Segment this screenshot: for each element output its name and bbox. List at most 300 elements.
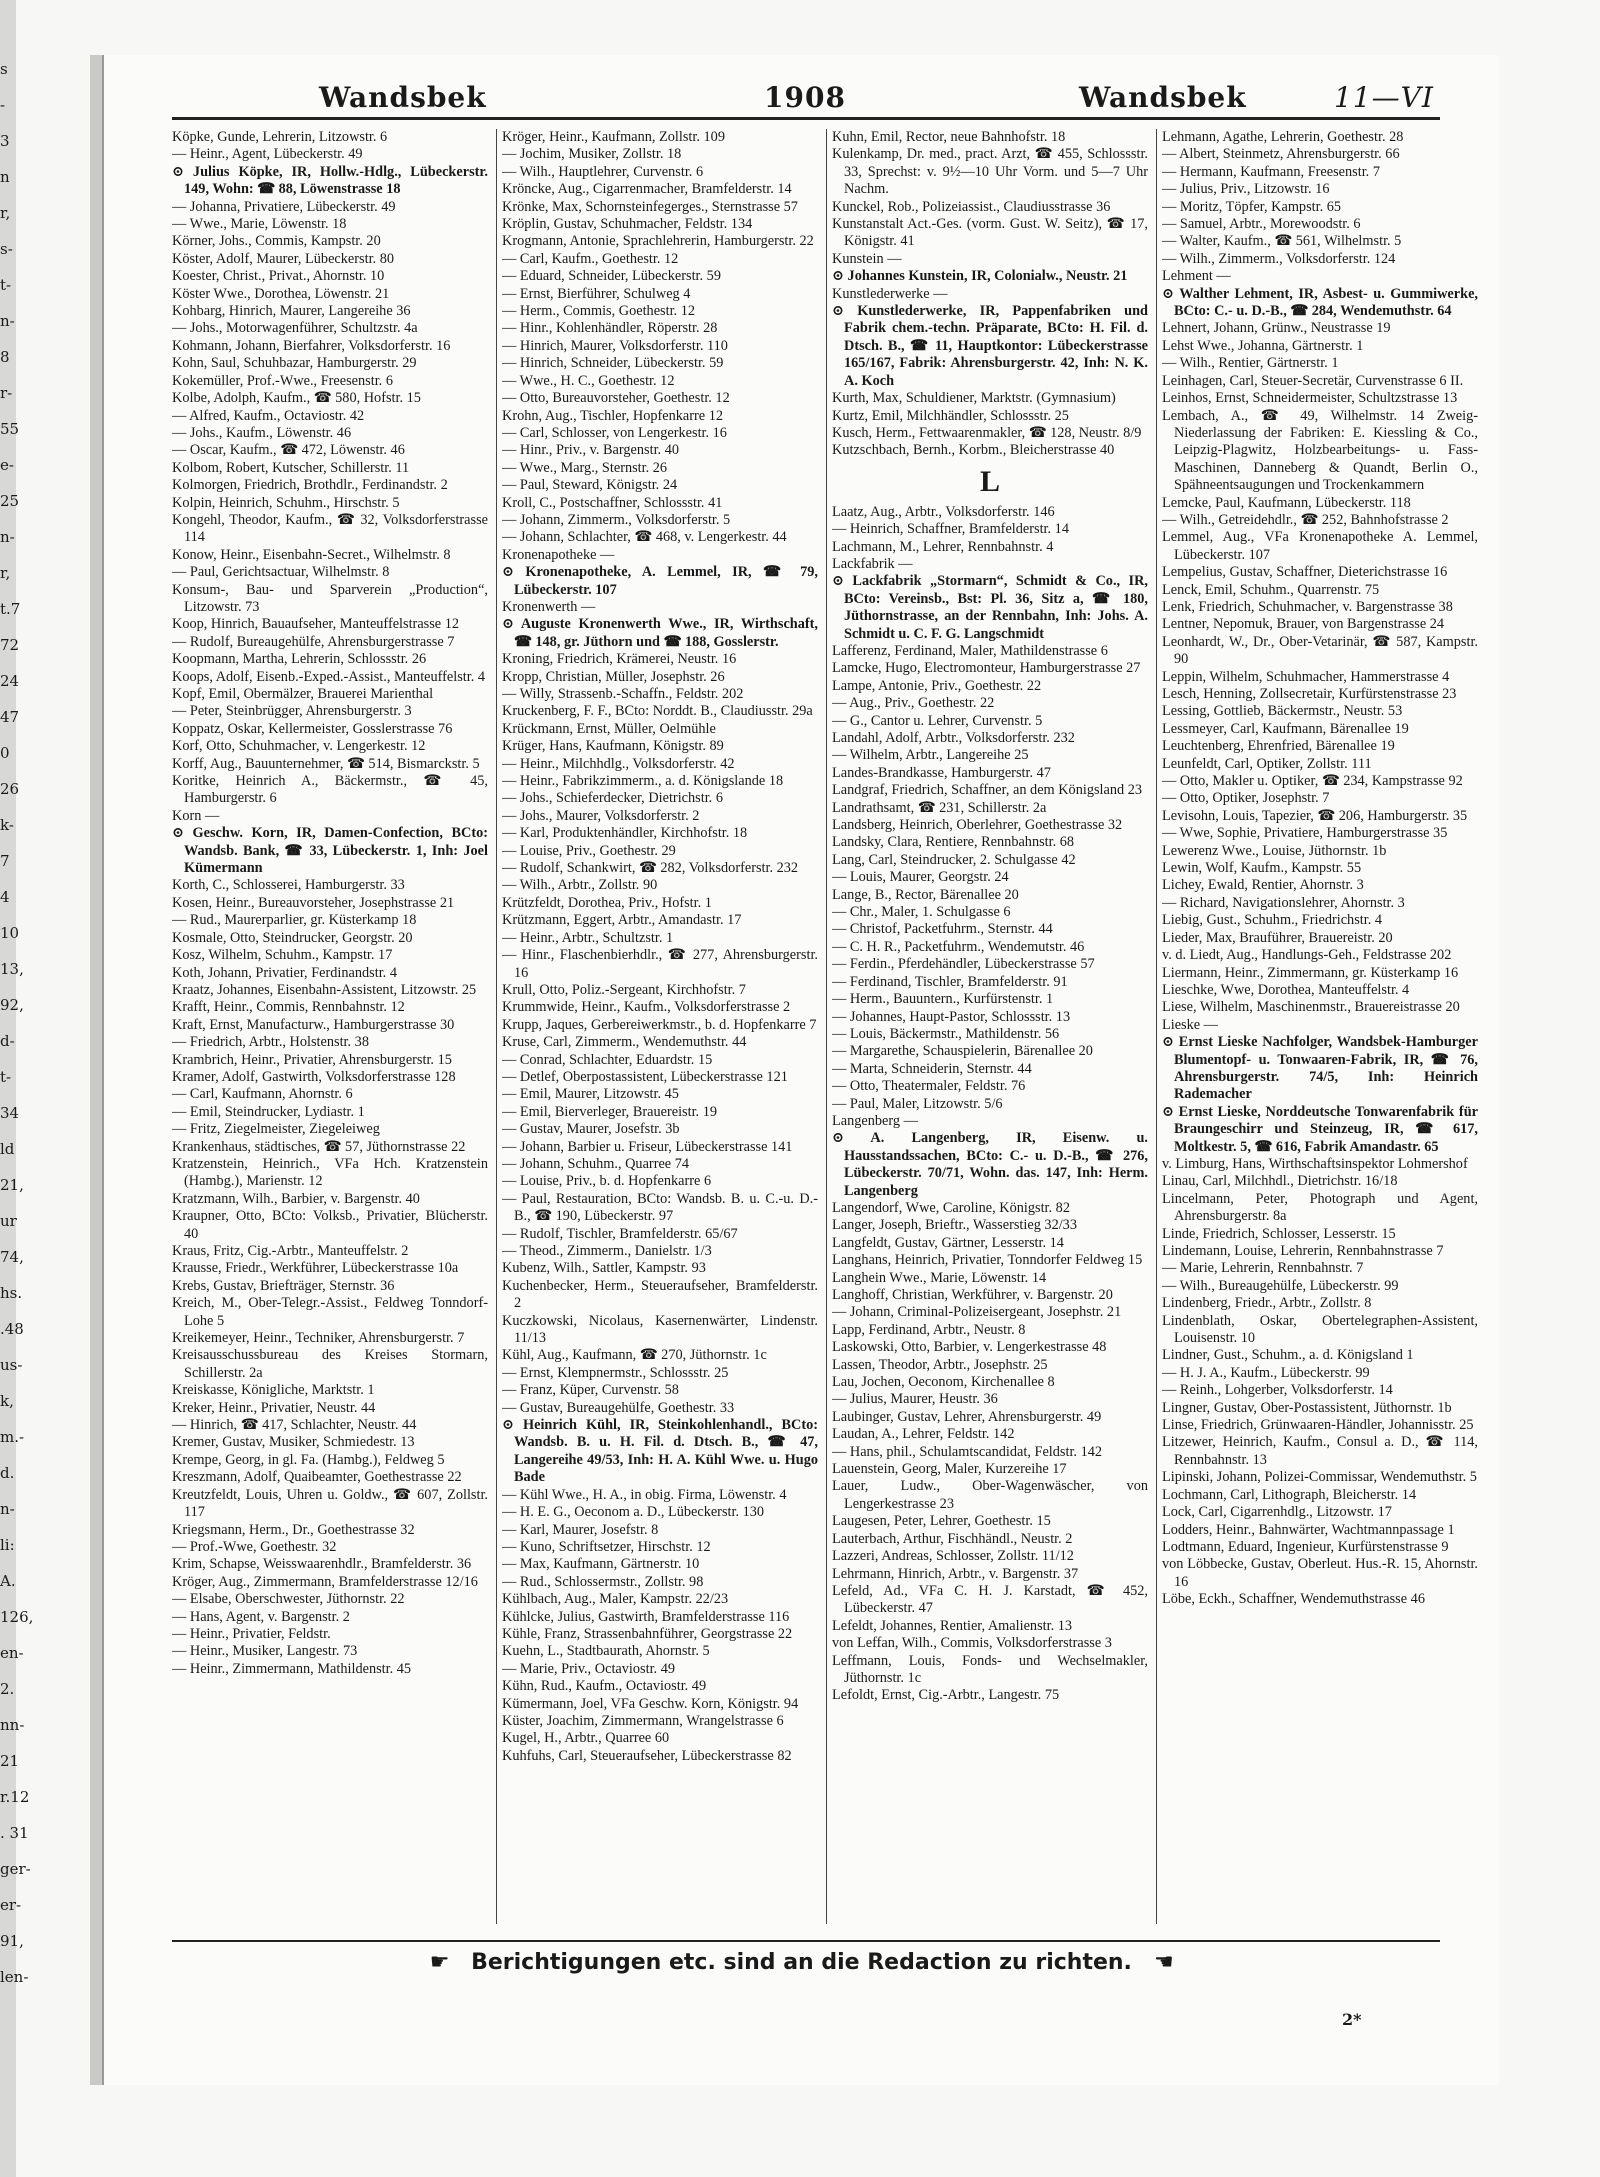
directory-entry: — Richard, Navigationslehrer, Ahornstr. 3 bbox=[1162, 894, 1405, 911]
directory-entry: — Hinr., Flaschenbierhdlr., ☎ 277, Ahrensburgerstr. 16 bbox=[502, 947, 818, 981]
directory-entry: Kunstanstalt Act.-Ges. (vorm. Gust. W. Seitz), ☎ 17, Königstr. 41 bbox=[832, 216, 1148, 250]
margin-fragment: t.7 bbox=[0, 600, 21, 618]
directory-entry: Krafft, Heinr., Commis, Rennbahnstr. 12 bbox=[172, 999, 405, 1016]
directory-entry: — Julius, Priv., Litzowstr. 16 bbox=[1162, 181, 1330, 198]
directory-entry: Kurtz, Emil, Milchhändler, Schlossstr. 25 bbox=[832, 407, 1069, 424]
directory-entry: Kunstein — bbox=[832, 250, 902, 267]
margin-fragment: t- bbox=[0, 276, 12, 294]
directory-entry: Kröger, Heinr., Kaufmann, Zollstr. 109 bbox=[502, 129, 725, 145]
directory-entry: Kuehn, L., Stadtbaurath, Ahornstr. 5 bbox=[502, 1643, 710, 1660]
directory-entry: Koops, Adolf, Eisenb.-Exped.-Assist., Manteuffelstr. 4 bbox=[172, 668, 486, 685]
directory-entry: — Johs., Kaufm., Löwenstr. 46 bbox=[172, 424, 352, 441]
directory-entry: — Johannes, Haupt-Pastor, Schlossstr. 13 bbox=[832, 1008, 1071, 1025]
header-city-left: Wandsbek bbox=[319, 81, 487, 114]
directory-entry: Liese, Wilhelm, Maschinenmstr., Brauereistrasse 20 bbox=[1162, 999, 1460, 1016]
directory-entry: — Rudolf, Bureaugehülfe, Ahrensburgerstrasse 7 bbox=[172, 633, 455, 650]
directory-entry: Köster, Adolf, Maurer, Lübeckerstr. 80 bbox=[172, 250, 394, 267]
directory-entry: Laugesen, Peter, Lehrer, Goethestr. 15 bbox=[832, 1513, 1051, 1530]
margin-fragment: 7 bbox=[0, 852, 10, 870]
directory-entry: — Paul, Maler, Litzowstr. 5/6 bbox=[832, 1095, 1003, 1112]
header-rule bbox=[172, 117, 1440, 120]
directory-entry: Kreiskasse, Königliche, Marktstr. 1 bbox=[172, 1382, 375, 1399]
directory-entry: Lange, B., Rector, Bärenallee 20 bbox=[832, 886, 1019, 903]
directory-entry: Litzewer, Heinrich, Kaufm., Consul a. D., ☎ 114, Rennbahnstr. 13 bbox=[1162, 1434, 1478, 1468]
directory-entry: Leppin, Wilhelm, Schuhmacher, Hammerstrasse 4 bbox=[1162, 668, 1450, 685]
directory-entry: — Wilh., Rentier, Gärtnerstr. 1 bbox=[1162, 355, 1339, 372]
directory-entry: Liebig, Gust., Schuhm., Friedrichstr. 4 bbox=[1162, 912, 1382, 929]
directory-entry: Lindenberg, Friedr., Arbtr., Zollstr. 8 bbox=[1162, 1295, 1372, 1312]
directory-entry: Kröger, Aug., Zimmermann, Bramfelderstrasse 12/16 bbox=[172, 1573, 478, 1590]
directory-entry: Kulenkamp, Dr. med., pract. Arzt, ☎ 455, Schlossstr. 33, Sprechst: v. 9½—10 Uhr Vorm. und 5—7 Uhr Nachm. bbox=[832, 146, 1148, 198]
margin-fragment: .48 bbox=[0, 1320, 24, 1338]
directory-entry: — Willy, Strassenb.-Schaffn., Feldstr. 202 bbox=[502, 686, 744, 702]
directory-entry: — Wwe, Sophie, Privatiere, Hamburgerstrasse 35 bbox=[1162, 825, 1448, 842]
directory-entry: Kugel, H., Arbtr., Quarree 60 bbox=[502, 1730, 670, 1747]
directory-entry: — Paul, Restauration, BCto: Wandsb. B. u. C.-u. D.-B., ☎ 190, Lübeckerstr. 97 bbox=[502, 1190, 818, 1225]
directory-entry: — Ernst, Bierführer, Schulweg 4 bbox=[502, 285, 691, 302]
pointing-hand-icon: ☛ bbox=[1153, 1950, 1174, 1975]
directory-entry: — Reinh., Lohgerber, Volksdorferstr. 14 bbox=[1162, 1382, 1393, 1399]
directory-entry: Koop, Hinrich, Bauaufseher, Manteuffelstrasse 12 bbox=[172, 616, 460, 633]
directory-entry: Kuchenbecker, Herm., Steueraufseher, Bramfelderstr. 2 bbox=[502, 1277, 818, 1312]
directory-entry: — Rud., Schlossermstr., Zollstr. 98 bbox=[502, 1573, 704, 1590]
margin-fragment: 21, bbox=[0, 1176, 24, 1194]
directory-entry: Lehment — bbox=[1162, 268, 1231, 285]
directory-entry: Laskowski, Otto, Barbier, v. Lengerkestrasse 48 bbox=[832, 1339, 1107, 1356]
directory-entry: — Gustav, Bureaugehülfe, Goethestr. 33 bbox=[502, 1399, 735, 1416]
directory-entry: Lodtmann, Eduard, Ingenieur, Kurfürstenstrasse 9 bbox=[1162, 1538, 1449, 1555]
directory-entry: Kutzschbach, Bernh., Korbm., Bleicherstrasse 40 bbox=[832, 442, 1115, 459]
directory-entry: — H. E. G., Oeconom a. D., Lübeckerstr. 130 bbox=[502, 1504, 765, 1521]
directory-entry: Lincelmann, Peter, Photograph und Agent, Ahrensburgerstr. 8a bbox=[1162, 1190, 1478, 1225]
directory-entry: Lock, Carl, Cigarrenhdlg., Litzowstr. 17 bbox=[1162, 1504, 1392, 1521]
directory-entry: Kunckel, Rob., Polizeiassist., Claudiusstrasse 36 bbox=[832, 198, 1111, 215]
directory-entry: — Julius, Maurer, Heustr. 36 bbox=[832, 1391, 998, 1408]
directory-entry: Lau, Jochen, Oeconom, Kirchenallee 8 bbox=[832, 1374, 1055, 1391]
directory-entry: — Paul, Steward, Königstr. 24 bbox=[502, 477, 678, 494]
directory-entry: Langhans, Heinrich, Privatier, Tonndorfer Feldweg 15 bbox=[832, 1252, 1143, 1269]
directory-entry: — Oscar, Kaufm., ☎ 472, Löwenstr. 46 bbox=[172, 442, 405, 459]
directory-entry: Korth, C., Schlosserei, Hamburgerstr. 33 bbox=[172, 877, 405, 894]
directory-entry: Lindner, Gust., Schuhm., a. d. Königsland 1 bbox=[1162, 1347, 1414, 1364]
margin-fragment: 3 bbox=[0, 132, 10, 150]
directory-entry: Krönke, Max, Schornsteinfegerges., Sternstrasse 57 bbox=[502, 198, 798, 215]
directory-entry: Lodders, Heinr., Bahnwärter, Wachtmannpassage 1 bbox=[1162, 1521, 1455, 1538]
directory-entry: Köster Wwe., Dorothea, Löwenstr. 21 bbox=[172, 285, 390, 302]
directory-entry: Levisohn, Louis, Tapezier, ☎ 206, Hamburgerstr. 35 bbox=[1162, 807, 1468, 824]
directory-entry: — Carl, Kaufm., Goethestr. 12 bbox=[502, 250, 679, 267]
directory-entry: — Hinrich, ☎ 417, Schlachter, Neustr. 44 bbox=[172, 1417, 417, 1434]
directory-entry: von Löbbecke, Gustav, Oberleut. Hus.-R. 15, Ahornstr. 16 bbox=[1162, 1556, 1478, 1590]
directory-entry: Krull, Otto, Poliz.-Sergeant, Kirchhofstr. 7 bbox=[502, 981, 746, 998]
directory-entry: — Hans, phil., Schulamtscandidat, Feldstr. 142 bbox=[832, 1443, 1103, 1460]
directory-entry: Kratzenstein, Heinrich., VFa Hch. Kratzenstein (Hambg.), Marienstr. 12 bbox=[172, 1155, 488, 1190]
directory-entry: Korn — bbox=[172, 807, 220, 824]
directory-entry: — Rudolf, Schankwirt, ☎ 282, Volksdorferstr. 232 bbox=[502, 860, 799, 877]
margin-fragment: n- bbox=[0, 312, 15, 330]
directory-entry: — Heinr., Musiker, Langestr. 73 bbox=[172, 1643, 358, 1660]
directory-entry: ⊙ A. Langenberg, IR, Eisenw. u. Hausstandssachen, BCto: C.- u. D.-B., ☎ 276, Lübeckerstr. 70/71, Wohn. das. 147, Inh: Herm. Langenberg bbox=[832, 1130, 1148, 1199]
directory-page bbox=[102, 55, 1499, 2085]
directory-entry: — Ferdinand, Tischler, Bramfelderstr. 91 bbox=[832, 973, 1068, 990]
directory-entry: — Otto, Bureauvorsteher, Goethestr. 12 bbox=[502, 390, 730, 407]
directory-entry: Lewerenz Wwe., Louise, Jüthornstr. 1b bbox=[1162, 842, 1387, 859]
directory-entry: — Conrad, Schlachter, Eduardstr. 15 bbox=[502, 1051, 713, 1068]
directory-entry: — Ferdin., Pferdehändler, Lübeckerstrasse 57 bbox=[832, 956, 1095, 973]
directory-entry: — Johann, Zimmerm., Volksdorferstr. 5 bbox=[502, 511, 731, 528]
margin-fragment: 72 bbox=[0, 636, 20, 654]
margin-fragment: nn- bbox=[0, 1716, 25, 1734]
directory-entry: — Hinr., Priv., v. Bargenstr. 40 bbox=[502, 442, 679, 459]
directory-entry: Lieske — bbox=[1162, 1016, 1218, 1033]
directory-entry: Körner, Johs., Commis, Kampstr. 20 bbox=[172, 233, 381, 250]
directory-entry: Leuchtenberg, Ehrenfried, Bärenallee 19 bbox=[1162, 738, 1395, 755]
margin-fragment: 126, bbox=[0, 1608, 34, 1626]
directory-column-2 bbox=[502, 129, 818, 1924]
directory-entry: — Hans, Agent, v. Bargenstr. 2 bbox=[172, 1608, 350, 1625]
directory-entry: — Albert, Steinmetz, Ahrensburgerstr. 66 bbox=[1162, 146, 1400, 163]
directory-entry: Kolpin, Heinrich, Schuhm., Hirschstr. 5 bbox=[172, 494, 400, 511]
directory-entry: — Wilhelm, Arbtr., Langereihe 25 bbox=[832, 747, 1029, 764]
margin-fragment: 34 bbox=[0, 1104, 20, 1122]
directory-entry: Kraft, Ernst, Manufacturw., Hamburgerstrasse 30 bbox=[172, 1016, 455, 1033]
directory-entry: Löbe, Eckh., Schaffner, Wendemuthstrasse 46 bbox=[1162, 1591, 1425, 1608]
directory-entry: — Margarethe, Schauspielerin, Bärenallee 20 bbox=[832, 1043, 1093, 1060]
directory-entry: Kraatz, Johannes, Eisenbahn-Assistent, Litzowstr. 25 bbox=[172, 981, 477, 998]
directory-entry: — Peter, Steinbrügger, Ahrensburgerstr. 3 bbox=[172, 703, 412, 720]
directory-entry: Krützfeldt, Dorothea, Priv., Hofstr. 1 bbox=[502, 894, 712, 911]
directory-entry: — Louis, Bäckermstr., Mathildenstr. 56 bbox=[832, 1025, 1060, 1042]
directory-entry: Kokemüller, Prof.-Wwe., Freesenstr. 6 bbox=[172, 372, 393, 389]
directory-entry: — Heinr., Arbtr., Schultzstr. 1 bbox=[502, 929, 674, 946]
page-number: 2* bbox=[1342, 2010, 1362, 2029]
directory-entry: Landgraf, Friedrich, Schaffner, an dem Königsland 23 bbox=[832, 782, 1143, 799]
directory-entry: — Herm., Commis, Goethestr. 12 bbox=[502, 303, 695, 320]
directory-entry: — Wilh., Bureaugehülfe, Lübeckerstr. 99 bbox=[1162, 1277, 1399, 1294]
directory-entry: Kuczkowski, Nicolaus, Kasernenwärter, Lindenstr. 11/13 bbox=[502, 1312, 818, 1347]
directory-entry: v. d. Liedt, Aug., Handlungs-Geh., Feldstrasse 202 bbox=[1162, 947, 1452, 964]
directory-entry: Krückmann, Ernst, Müller, Oelmühle bbox=[502, 720, 716, 737]
margin-fragment: t- bbox=[0, 1068, 12, 1086]
directory-entry: Lessing, Gottlieb, Bäckermstr., Neustr. 53 bbox=[1162, 703, 1403, 720]
directory-entry: — Hinr., Kohlenhändler, Röperstr. 28 bbox=[502, 320, 718, 337]
header-year: 1908 bbox=[764, 81, 846, 114]
margin-fragment: 25 bbox=[0, 492, 20, 510]
directory-entry: — Karl, Maurer, Josefstr. 8 bbox=[502, 1521, 659, 1538]
directory-entry: Lindemann, Louise, Lehrerin, Rennbahnstrasse 7 bbox=[1162, 1243, 1444, 1259]
directory-entry: Kubenz, Wilh., Sattler, Kampstr. 93 bbox=[502, 1260, 706, 1277]
margin-fragment: 26 bbox=[0, 780, 20, 798]
directory-entry: Kohbarg, Hinrich, Maurer, Langereihe 36 bbox=[172, 303, 411, 320]
directory-entry: Krohn, Aug., Tischler, Hopfenkarre 12 bbox=[502, 407, 724, 424]
directory-entry: Krogmann, Antonie, Sprachlehrerin, Hamburgerstr. 22 bbox=[502, 233, 814, 250]
directory-entry: Langer, Joseph, Brieftr., Wasserstieg 32/33 bbox=[832, 1217, 1077, 1234]
directory-entry: Lessmeyer, Carl, Kaufmann, Bärenallee 19 bbox=[1162, 720, 1409, 737]
margin-fragment: ld bbox=[0, 1140, 15, 1158]
directory-entry: Kremer, Gustav, Musiker, Schmiedestr. 13 bbox=[172, 1434, 415, 1451]
directory-entry: ⊙ Walther Lehment, IR, Asbest- u. Gummiwerke, BCto: C.- u. D.-B., ☎ 284, Wendemuthstr. 64 bbox=[1162, 285, 1478, 320]
directory-entry: ⊙ Ernst Lieske, Norddeutsche Tonwarenfabrik für Braungeschirr und Steinzeug, IR, ☎ 617, Moltkestr. 5, ☎ 616, Fabrik Amandastr. 65 bbox=[1162, 1103, 1478, 1155]
directory-entry: Lefoldt, Ernst, Cig.-Arbtr., Langestr. 75 bbox=[832, 1687, 1060, 1704]
directory-entry: — Johs., Motorwagenführer, Schultzstr. 4a bbox=[172, 320, 418, 337]
margin-fragment: 8 bbox=[0, 348, 10, 366]
margin-fragment: li: bbox=[0, 1536, 15, 1554]
directory-entry: Kongehl, Theodor, Kaufm., ☎ 32, Volksdorferstrasse 114 bbox=[172, 511, 488, 546]
directory-entry: Lentner, Nepomuk, Brauer, von Bargenstrasse 24 bbox=[1162, 616, 1445, 633]
directory-entry: Linau, Carl, Milchhdl., Dietrichstr. 16/18 bbox=[1162, 1173, 1398, 1190]
margin-fragment: d- bbox=[0, 1032, 15, 1050]
margin-fragment: r- bbox=[0, 384, 13, 402]
directory-entry: Kreich, M., Ober-Telegr.-Assist., Feldweg Tonndorf-Lohe 5 bbox=[172, 1295, 488, 1329]
directory-entry: Lieder, Max, Brauführer, Brauereistr. 20 bbox=[1162, 929, 1393, 946]
directory-entry: v. Limburg, Hans, Wirthschaftsinspektor Lohmershof bbox=[1162, 1155, 1468, 1172]
directory-entry: — Marta, Schneiderin, Sternstr. 44 bbox=[832, 1060, 1032, 1077]
facing-page-margin bbox=[0, 60, 90, 2080]
directory-entry: ⊙ Ernst Lieske Nachfolger, Wandsbek-Hamburger Blumentopf- u. Tonwaaren-Fabrik, IR, ☎ 76, Ahrensburgerstr. 74/5, Inh: Heinrich Rademacher bbox=[1162, 1034, 1478, 1103]
directory-entry: Lefeldt, Johannes, Rentier, Amalienstr. 13 bbox=[832, 1617, 1073, 1634]
directory-entry: Langhoff, Christian, Werkführer, v. Bargenstr. 20 bbox=[832, 1287, 1113, 1303]
directory-entry: Korf, Otto, Schuhmacher, v. Lengerkestr. 12 bbox=[172, 738, 426, 755]
directory-entry: — Christof, Packetfuhrm., Sternstr. 44 bbox=[832, 921, 1053, 938]
directory-entry: — Emil, Bierverleger, Brauereistr. 19 bbox=[502, 1103, 718, 1120]
directory-entry: Kühlcke, Julius, Gastwirth, Bramfelderstrasse 116 bbox=[502, 1608, 790, 1625]
directory-entry: Lampe, Antonie, Priv., Goethestr. 22 bbox=[832, 677, 1042, 694]
directory-entry: Landahl, Adolf, Arbtr., Volksdorferstr. 232 bbox=[832, 730, 1075, 746]
directory-entry: Lembach, A., ☎ 49, Wilhelmstr. 14 Zweig-Niederlassung der Fabriken: E. Kiessling & Co., Leipzig-Plagwitz, Holzbearbeitungs- u. Fass-Maschinen, Danneberg & Quandt, Berlin O., Spähneentsaugungen und Trockenkammern bbox=[1162, 407, 1478, 494]
directory-entry: Lemcke, Paul, Kaufmann, Lübeckerstr. 118 bbox=[1162, 494, 1411, 511]
directory-entry: Leunfeldt, Carl, Optiker, Zollstr. 111 bbox=[1162, 755, 1372, 772]
directory-entry: Kühlbach, Aug., Maler, Kampstr. 22/23 bbox=[502, 1591, 729, 1608]
directory-entry: — Wilh., Zimmerm., Volksdorferstr. 124 bbox=[1162, 250, 1396, 267]
directory-entry: — Emil, Steindrucker, Lydiastr. 1 bbox=[172, 1103, 365, 1120]
margin-fragment: 74, bbox=[0, 1248, 24, 1266]
margin-fragment: n- bbox=[0, 1500, 15, 1518]
directory-entry: Lackfabrik — bbox=[832, 555, 913, 572]
directory-entry: Krambrich, Heinr., Privatier, Ahrensburgerstr. 15 bbox=[172, 1051, 452, 1068]
directory-entry: Kratzmann, Wilh., Barbier, v. Bargenstr. 40 bbox=[172, 1190, 420, 1207]
directory-entry: Kohn, Saul, Schuhbazar, Hamburgerstr. 29 bbox=[172, 355, 417, 372]
directory-entry: Krausse, Friedr., Werkführer, Lübeckerstrasse 10a bbox=[172, 1260, 459, 1277]
footer-text: Berichtigungen etc. sind an die Redaction zu richten. bbox=[471, 1950, 1132, 1975]
directory-entry: — H. J. A., Kaufm., Lübeckerstr. 99 bbox=[1162, 1364, 1370, 1381]
margin-fragment: d. bbox=[0, 1464, 15, 1482]
directory-entry: Krützmann, Eggert, Arbtr., Amandastr. 17 bbox=[502, 912, 742, 929]
margin-fragment: 92, bbox=[0, 996, 24, 1014]
directory-entry: — Prof.-Wwe, Goethestr. 32 bbox=[172, 1538, 337, 1555]
margin-fragment: r, bbox=[0, 564, 11, 582]
directory-entry: — Chr., Maler, 1. Schulgasse 6 bbox=[832, 904, 1011, 921]
directory-entry: — G., Cantor u. Lehrer, Curvenstr. 5 bbox=[832, 712, 1043, 729]
directory-entry: Lehst Wwe., Johanna, Gärtnerstr. 1 bbox=[1162, 337, 1364, 354]
directory-entry: Leffmann, Louis, Fonds- und Wechselmakler, Jüthornstr. 1c bbox=[832, 1652, 1148, 1686]
directory-entry: Lindenblath, Oskar, Obertelegraphen-Assistent, Louisenstr. 10 bbox=[1162, 1312, 1478, 1347]
directory-entry: Lauer, Ludw., Ober-Wagenwäscher, von Lengerkestrasse 23 bbox=[832, 1478, 1148, 1512]
directory-entry: ⊙ Geschw. Korn, IR, Damen-Confection, BCto: Wandsb. Bank, ☎ 33, Lübeckerstr. 1, Inh: Joel Kümermann bbox=[172, 825, 488, 877]
margin-fragment: 2. bbox=[0, 1680, 15, 1698]
directory-entry: Laatz, Aug., Arbtr., Volksdorferstr. 146 bbox=[832, 503, 1055, 520]
margin-fragment: len- bbox=[0, 1968, 29, 1986]
directory-entry: Krim, Schapse, Weisswaarenhdlr., Bramfelderstr. 36 bbox=[172, 1556, 472, 1573]
margin-fragment: us- bbox=[0, 1356, 23, 1374]
margin-fragment: ur bbox=[0, 1212, 17, 1230]
directory-entry: — C. H. R., Packetfuhrm., Wendemutstr. 46 bbox=[832, 938, 1085, 955]
directory-entry: — Johanna, Privatiere, Lübeckerstr. 49 bbox=[172, 198, 396, 215]
directory-entry: — Johann, Criminal-Polizeisergeant, Josephstr. 21 bbox=[832, 1304, 1122, 1321]
directory-entry: — Wwe., Marie, Löwenstr. 18 bbox=[172, 216, 347, 233]
directory-entry: — Otto, Makler u. Optiker, ☎ 234, Kampstrasse 92 bbox=[1162, 773, 1463, 790]
directory-entry: Kruckenberg, F. F., BCto: Norddt. B., Claudiusstr. 29a bbox=[502, 703, 813, 720]
directory-entry: Kusch, Herm., Fettwaarenmakler, ☎ 128, Neustr. 8/9 bbox=[832, 424, 1142, 441]
page-gutter bbox=[90, 55, 102, 2085]
directory-entry: — Ernst, Klempnermstr., Schlossstr. 25 bbox=[502, 1364, 729, 1381]
directory-entry: — Elsabe, Oberschwester, Jüthornstr. 22 bbox=[172, 1591, 405, 1608]
directory-entry: — Samuel, Arbtr., Morewoodstr. 6 bbox=[1162, 216, 1361, 233]
directory-entry: — Kühl Wwe., H. A., in obig. Firma, Löwenstr. 4 bbox=[502, 1486, 787, 1503]
directory-entry: Konow, Heinr., Eisenbahn-Secret., Wilhelmstr. 8 bbox=[172, 546, 451, 563]
margin-fragment: n- bbox=[0, 528, 15, 546]
directory-entry: Lochmann, Carl, Lithograph, Bleicherstr. 14 bbox=[1162, 1486, 1417, 1503]
directory-entry: Krebs, Gustav, Briefträger, Sternstr. 36 bbox=[172, 1277, 395, 1294]
directory-entry: ⊙ Kunstlederwerke, IR, Pappenfabriken und Fabrik chem.-techn. Präparate, BCto: H. Fil. d. Dtsch. B., ☎ 11, Hauptkontor: Lübeckerstrasse 165/167, Fabrik: Ahrensburgerstr. 42, Inh: N. K. A. Koch bbox=[832, 303, 1148, 389]
margin-fragment: k, bbox=[0, 1392, 14, 1410]
margin-fragment: er- bbox=[0, 1896, 22, 1914]
directory-entry: Landsberg, Heinrich, Oberlehrer, Goethestrasse 32 bbox=[832, 817, 1123, 834]
margin-fragment: 55 bbox=[0, 420, 20, 438]
directory-entry: Krüger, Hans, Kaufmann, Königstr. 89 bbox=[502, 738, 724, 755]
margin-fragment: m.- bbox=[0, 1428, 25, 1446]
directory-entry: Kreszmann, Adolf, Quaibeamter, Goethestrasse 22 bbox=[172, 1469, 462, 1486]
directory-entry: — Heinrich, Schaffner, Bramfelderstr. 14 bbox=[832, 521, 1069, 538]
directory-entry: Lazzeri, Andreas, Schlosser, Zollstr. 11/12 bbox=[832, 1548, 1074, 1565]
directory-entry: Lemmel, Aug., VFa Kronenapotheke A. Lemmel, Lübeckerstr. 107 bbox=[1162, 529, 1478, 563]
directory-entry: Kolbom, Robert, Kutscher, Schillerstr. 11 bbox=[172, 459, 410, 476]
margin-fragment: 13, bbox=[0, 960, 24, 978]
directory-entry: ⊙ Julius Köpke, IR, Hollw.-Hdlg., Lübeckerstr. 149, Wohn: ☎ 88, Löwenstrasse 18 bbox=[172, 163, 488, 198]
directory-entry: Lichey, Ewald, Rentier, Ahornstr. 3 bbox=[1162, 877, 1364, 894]
margin-fragment: r.12 bbox=[0, 1788, 30, 1806]
directory-entry: — Paul, Gerichtsactuar, Wilhelmstr. 8 bbox=[172, 564, 390, 581]
directory-entry: Laubinger, Gustav, Lehrer, Ahrensburgerstr. 49 bbox=[832, 1408, 1102, 1425]
directory-entry: — Wwe., Marg., Sternstr. 26 bbox=[502, 459, 668, 476]
directory-entry: Kropp, Christian, Müller, Josephstr. 26 bbox=[502, 668, 725, 685]
directory-entry: — Emil, Maurer, Litzowstr. 45 bbox=[502, 1086, 679, 1103]
directory-entry: — Kuno, Schriftsetzer, Hirschstr. 12 bbox=[502, 1538, 711, 1555]
directory-entry: Kraupner, Otto, BCto: Volksb., Privatier, Blücherstr. 40 bbox=[172, 1208, 488, 1242]
directory-entry: Leinhagen, Carl, Steuer-Secretär, Curvenstrasse 6 II. bbox=[1162, 372, 1464, 389]
directory-entry: Lauenstein, Georg, Maler, Kurzereihe 17 bbox=[832, 1461, 1067, 1478]
directory-entry: — Walter, Kaufm., ☎ 561, Wilhelmstr. 5 bbox=[1162, 233, 1402, 250]
directory-entry: — Heinr., Zimmermann, Mathildenstr. 45 bbox=[172, 1660, 412, 1677]
footer-notice bbox=[104, 1950, 1499, 1975]
directory-entry: — Jochim, Musiker, Zollstr. 18 bbox=[502, 146, 682, 163]
directory-entry: Lamcke, Hugo, Electromonteur, Hamburgerstrasse 27 bbox=[832, 660, 1141, 677]
directory-entry: Kroning, Friedrich, Krämerei, Neustr. 16 bbox=[502, 651, 737, 668]
directory-entry: Kühl, Aug., Kaufmann, ☎ 270, Jüthornstr. 1c bbox=[502, 1347, 767, 1364]
directory-entry: Kronenwerth — bbox=[502, 598, 596, 615]
directory-entry: — Johann, Barbier u. Friseur, Lübeckerstrasse 141 bbox=[502, 1138, 793, 1155]
directory-entry: Lafferenz, Ferdinand, Maler, Mathildenstrasse 6 bbox=[832, 642, 1108, 659]
directory-entry: — Friedrich, Arbtr., Holstenstr. 38 bbox=[172, 1034, 369, 1051]
directory-entry: Leinhos, Ernst, Schneidermeister, Schultzstrasse 13 bbox=[1162, 390, 1458, 407]
directory-entry: Kuhfuhs, Carl, Steueraufseher, Lübeckerstrasse 82 bbox=[502, 1747, 792, 1764]
directory-entry: ⊙ Heinrich Kühl, IR, Steinkohlenhandl., BCto: Wandsb. B. u. H. Fil. d. Dtsch. B., ☎ 47, Langereihe 49/53, Inh: H. A. Kühl Wwe. u. Hugo Bade bbox=[502, 1417, 818, 1486]
directory-entry: — Rud., Maurerparlier, gr. Küsterkamp 18 bbox=[172, 912, 417, 929]
directory-entry: Krempe, Georg, in gl. Fa. (Hambg.), Feldweg 5 bbox=[172, 1451, 445, 1468]
margin-fragment: A. bbox=[0, 1572, 16, 1590]
directory-entry: Krummwide, Heinr., Kaufm., Volksdorferstrasse 2 bbox=[502, 999, 791, 1016]
directory-entry: Landsky, Clara, Rentiere, Rennbahnstr. 68 bbox=[832, 834, 1075, 851]
directory-entry: — Alfred, Kaufm., Octaviostr. 42 bbox=[172, 407, 365, 424]
directory-entry: Kohmann, Johann, Bierfahrer, Volksdorferstr. 16 bbox=[172, 337, 451, 354]
directory-entry: — Heinr., Fabrikzimmerm., a. d. Königslande 18 bbox=[502, 773, 784, 790]
margin-fragment: 91, bbox=[0, 1932, 24, 1950]
directory-entry: ⊙ Johannes Kunstein, IR, Colonialw., Neustr. 21 bbox=[832, 268, 1128, 285]
pointing-hand-icon: ☛ bbox=[429, 1950, 450, 1975]
directory-entry: — Max, Kaufmann, Gärtnerstr. 10 bbox=[502, 1556, 700, 1573]
directory-entry: ⊙ Kronenapotheke, A. Lemmel, IR, ☎ 79, Lübeckerstr. 107 bbox=[502, 564, 818, 598]
directory-entry: Lachmann, M., Lehrer, Rennbahnstr. 4 bbox=[832, 538, 1054, 555]
directory-entry: — Wilh., Getreidehdlr., ☎ 252, Bahnhofstrasse 2 bbox=[1162, 511, 1449, 528]
margin-fragment: hs. bbox=[0, 1284, 23, 1302]
directory-entry: Kröplin, Gustav, Schuhmacher, Feldstr. 134 bbox=[502, 216, 753, 233]
directory-entry: Langfeldt, Gustav, Gärtner, Lesserstr. 14 bbox=[832, 1234, 1064, 1251]
margin-fragment: 21 bbox=[0, 1752, 20, 1770]
margin-fragment: ger- bbox=[0, 1860, 31, 1878]
directory-entry: — Hinrich, Maurer, Volksdorferstr. 110 bbox=[502, 337, 728, 354]
directory-entry: Lauterbach, Arthur, Fischhändl., Neustr. 2 bbox=[832, 1530, 1073, 1547]
directory-entry: Lipinski, Johann, Polizei-Commissar, Wendemuthstr. 5 bbox=[1162, 1469, 1477, 1486]
directory-entry: — Aug., Priv., Goethestr. 22 bbox=[832, 695, 995, 712]
directory-entry: — Detlef, Oberpostassistent, Lübeckerstrasse 121 bbox=[502, 1068, 788, 1085]
directory-entry: Kriegsmann, Herm., Dr., Goethestrasse 32 bbox=[172, 1521, 415, 1538]
footer-rule bbox=[172, 1940, 1440, 1942]
directory-entry: — Hermann, Kaufmann, Freesenstr. 7 bbox=[1162, 163, 1380, 180]
directory-entry: Koritke, Heinrich A., Bäckermstr., ☎ 45, Hamburgerstr. 6 bbox=[172, 773, 488, 807]
directory-entry: — Wilh., Arbtr., Zollstr. 90 bbox=[502, 877, 658, 894]
directory-entry: — Moritz, Töpfer, Kampstr. 65 bbox=[1162, 198, 1342, 215]
margin-fragment: 24 bbox=[0, 672, 20, 690]
margin-fragment: . 31 bbox=[0, 1824, 29, 1842]
directory-entry: — Wilh., Hauptlehrer, Curvenstr. 6 bbox=[502, 163, 704, 180]
directory-entry: Korff, Aug., Bauunternehmer, ☎ 514, Bismarckstr. 5 bbox=[172, 755, 480, 772]
directory-entry: Liermann, Heinr., Zimmermann, gr. Küsterkamp 16 bbox=[1162, 964, 1459, 981]
directory-entry: von Leffan, Wilh., Commis, Volksdorferstrasse 3 bbox=[832, 1635, 1112, 1652]
directory-entry: Kühn, Rud., Kaufm., Octaviostr. 49 bbox=[502, 1678, 707, 1695]
directory-entry: Kolmorgen, Friedrich, Brothdlr., Ferdinandstr. 2 bbox=[172, 477, 448, 494]
margin-fragment: en- bbox=[0, 1644, 24, 1662]
directory-entry: — Heinr., Milchhdlg., Volksdorferstr. 42 bbox=[502, 755, 735, 772]
page-header bbox=[104, 73, 1499, 117]
directory-entry: Kreikemeyer, Heinr., Techniker, Ahrensburgerstr. 7 bbox=[172, 1330, 465, 1347]
directory-entry: Kosen, Heinr., Bureauvorsteher, Josephstrasse 21 bbox=[172, 894, 455, 911]
directory-entry: Lewin, Wolf, Kaufm., Kampstr. 55 bbox=[1162, 860, 1362, 877]
margin-fragment: 10 bbox=[0, 924, 20, 942]
directory-entry: Lesch, Henning, Zollsecretair, Kurfürstenstrasse 23 bbox=[1162, 686, 1457, 702]
directory-entry: — Marie, Lehrerin, Rennbahnstr. 7 bbox=[1162, 1260, 1364, 1277]
margin-fragment: 0 bbox=[0, 744, 10, 762]
directory-entry: Kümermann, Joel, VFa Geschw. Korn, Königstr. 94 bbox=[502, 1695, 799, 1712]
directory-entry: Lempelius, Gustav, Schaffner, Dieterichstrasse 16 bbox=[1162, 564, 1448, 581]
margin-fragment: 47 bbox=[0, 708, 20, 726]
directory-entry: Kunstlederwerke — bbox=[832, 285, 948, 302]
directory-entry: Küster, Joachim, Zimmermann, Wrangelstrasse 6 bbox=[502, 1712, 784, 1729]
directory-entry: Kreker, Heinr., Privatier, Neustr. 44 bbox=[172, 1399, 376, 1416]
directory-entry: Lehnert, Johann, Grünw., Neustrasse 19 bbox=[1162, 320, 1391, 337]
directory-entry: — Heinr., Agent, Lübeckerstr. 49 bbox=[172, 146, 363, 163]
directory-entry: Kreisausschussbureau des Kreises Stormarn, Schillerstr. 2a bbox=[172, 1347, 488, 1381]
directory-entry: Kosmale, Otto, Steindrucker, Georgstr. 20 bbox=[172, 929, 413, 946]
directory-entry: — Wwe., H. C., Goethestr. 12 bbox=[502, 372, 675, 389]
